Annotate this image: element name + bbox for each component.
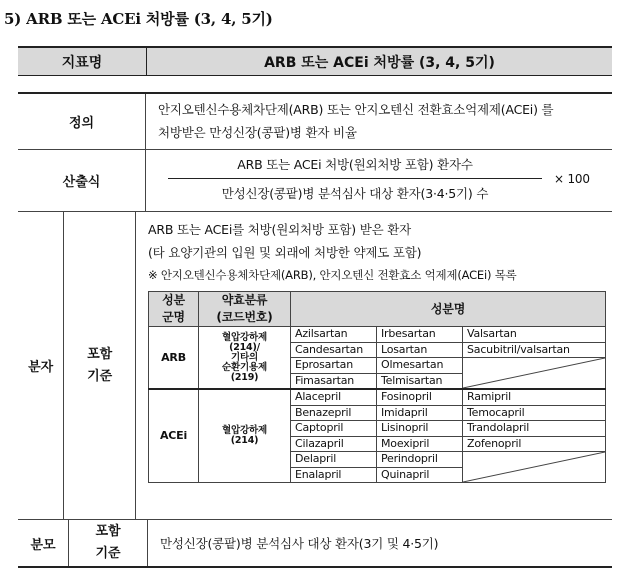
definition-line-2: 처방받은 만성신장(콩팥)병 환자 비율 — [158, 125, 357, 140]
table-row — [149, 389, 606, 405]
ingredient-cell: Zofenopril — [463, 436, 606, 452]
indicator-table — [18, 92, 612, 568]
empty-diagonal-cell — [463, 358, 606, 390]
ingredient-cell: Olmesartan — [377, 358, 463, 374]
formula-numerator: ARB 또는 ACEi 처방(원외처방 포함) 환자수 — [237, 157, 473, 172]
denominator-label: 분모 — [18, 520, 69, 566]
numerator-line-2: (타 요양기관의 입원 및 외래에 처방한 약제도 포함) — [148, 245, 422, 260]
arb-class-cell: 혈압강하제 (214)/ 기타의 순환기용제 (219) — [199, 327, 291, 390]
definition-content — [146, 94, 612, 149]
ingredient-cell: Valsartan — [463, 327, 606, 343]
numerator-criteria-label-2: 기준 — [87, 368, 113, 384]
formula-multiplier: × 100 — [554, 171, 590, 186]
definition-label: 정의 — [18, 94, 146, 149]
ingredient-cell: Perindopril — [377, 452, 463, 468]
ingredient-cell: Alacepril — [291, 389, 377, 405]
ingredient-cell: Ramipril — [463, 389, 606, 405]
ingredient-cell: Irbesartan — [377, 327, 463, 343]
table-row — [149, 327, 606, 343]
ingredient-cell: Fosinopril — [377, 389, 463, 405]
ingredient-cell: Telmisartan — [377, 373, 463, 389]
ingredient-cell: Captopril — [291, 421, 377, 437]
empty-diagonal-cell — [463, 452, 606, 483]
denominator-row — [18, 520, 612, 566]
ingredient-cell: Candesartan — [291, 342, 377, 358]
drug-table-header — [149, 292, 606, 327]
drug-list-table — [148, 291, 606, 483]
definition-row — [18, 94, 612, 150]
numerator-row — [18, 212, 612, 520]
definition-line-1: 안지오텐신수용체차단제(ARB) 또는 안지오텐신 전환효소억제제(ACEi) 를 — [158, 102, 554, 117]
ingredient-cell: Delapril — [291, 452, 377, 468]
numerator-criteria-label-1: 포함 — [87, 346, 113, 362]
denominator-criteria-label — [69, 520, 148, 566]
ingredient-cell: Benazepril — [291, 405, 377, 421]
ingredient-cell: Cilazapril — [291, 436, 377, 452]
indicator-name-label: 지표명 — [18, 48, 147, 75]
ingredient-cell: Fimasartan — [291, 373, 377, 389]
indicator-name-header — [18, 46, 612, 76]
ingredient-cell: Lisinopril — [377, 421, 463, 437]
denominator-criteria-label-1: 포함 — [95, 524, 121, 539]
ingredient-cell: Losartan — [377, 342, 463, 358]
ingredient-cell: Moexipril — [377, 436, 463, 452]
denominator-text: 만성신장(콩팥)병 분석심사 대상 환자(3기 및 4·5기) — [160, 535, 439, 551]
indicator-name-value: ARB 또는 ACEi 처방률 (3, 4, 5기) — [264, 54, 495, 71]
ingredient-cell: Azilsartan — [291, 327, 377, 343]
denominator-criteria-label-2: 기준 — [95, 546, 121, 561]
arb-group-cell: ARB — [149, 327, 199, 390]
numerator-note: ※ 안지오텐신수용체차단제(ARB), 안지오텐신 전환효소 억제제(ACEi) 목록 — [148, 268, 517, 282]
formula-row — [18, 150, 612, 212]
formula-fraction — [158, 152, 606, 206]
acei-group-cell: ACEi — [149, 389, 199, 483]
ingredient-cell: Quinapril — [377, 467, 463, 483]
numerator-line-1: ARB 또는 ACEi를 처방(원외처방 포함) 받은 환자 — [148, 222, 411, 237]
ingredient-cell: Sacubitril/valsartan — [463, 342, 606, 358]
numerator-label: 분자 — [18, 212, 64, 519]
ingredient-cell: Temocapril — [463, 405, 606, 421]
ingredient-cell: Eprosartan — [291, 358, 377, 374]
drug-table-header-class: 약효분류 (코드번호) — [199, 292, 291, 327]
numerator-content — [136, 212, 612, 519]
denominator-content — [148, 520, 612, 566]
numerator-criteria-label — [64, 212, 136, 519]
ingredient-cell: Enalapril — [291, 467, 377, 483]
formula-content — [146, 150, 612, 211]
formula-denominator: 만성신장(콩팥)병 분석심사 대상 환자(3·4·5기) 수 — [168, 178, 542, 205]
drug-table-header-ingredient: 성분명 — [291, 292, 606, 327]
section-title: 5) ARB 또는 ACEi 처방률 (3, 4, 5기) — [4, 10, 273, 28]
ingredient-cell: Trandolapril — [463, 421, 606, 437]
acei-class-cell: 혈압강하제 (214) — [199, 389, 291, 483]
ingredient-cell: Imidapril — [377, 405, 463, 421]
drug-table-header-group: 성분 군명 — [149, 292, 199, 327]
formula-label: 산출식 — [18, 150, 146, 211]
